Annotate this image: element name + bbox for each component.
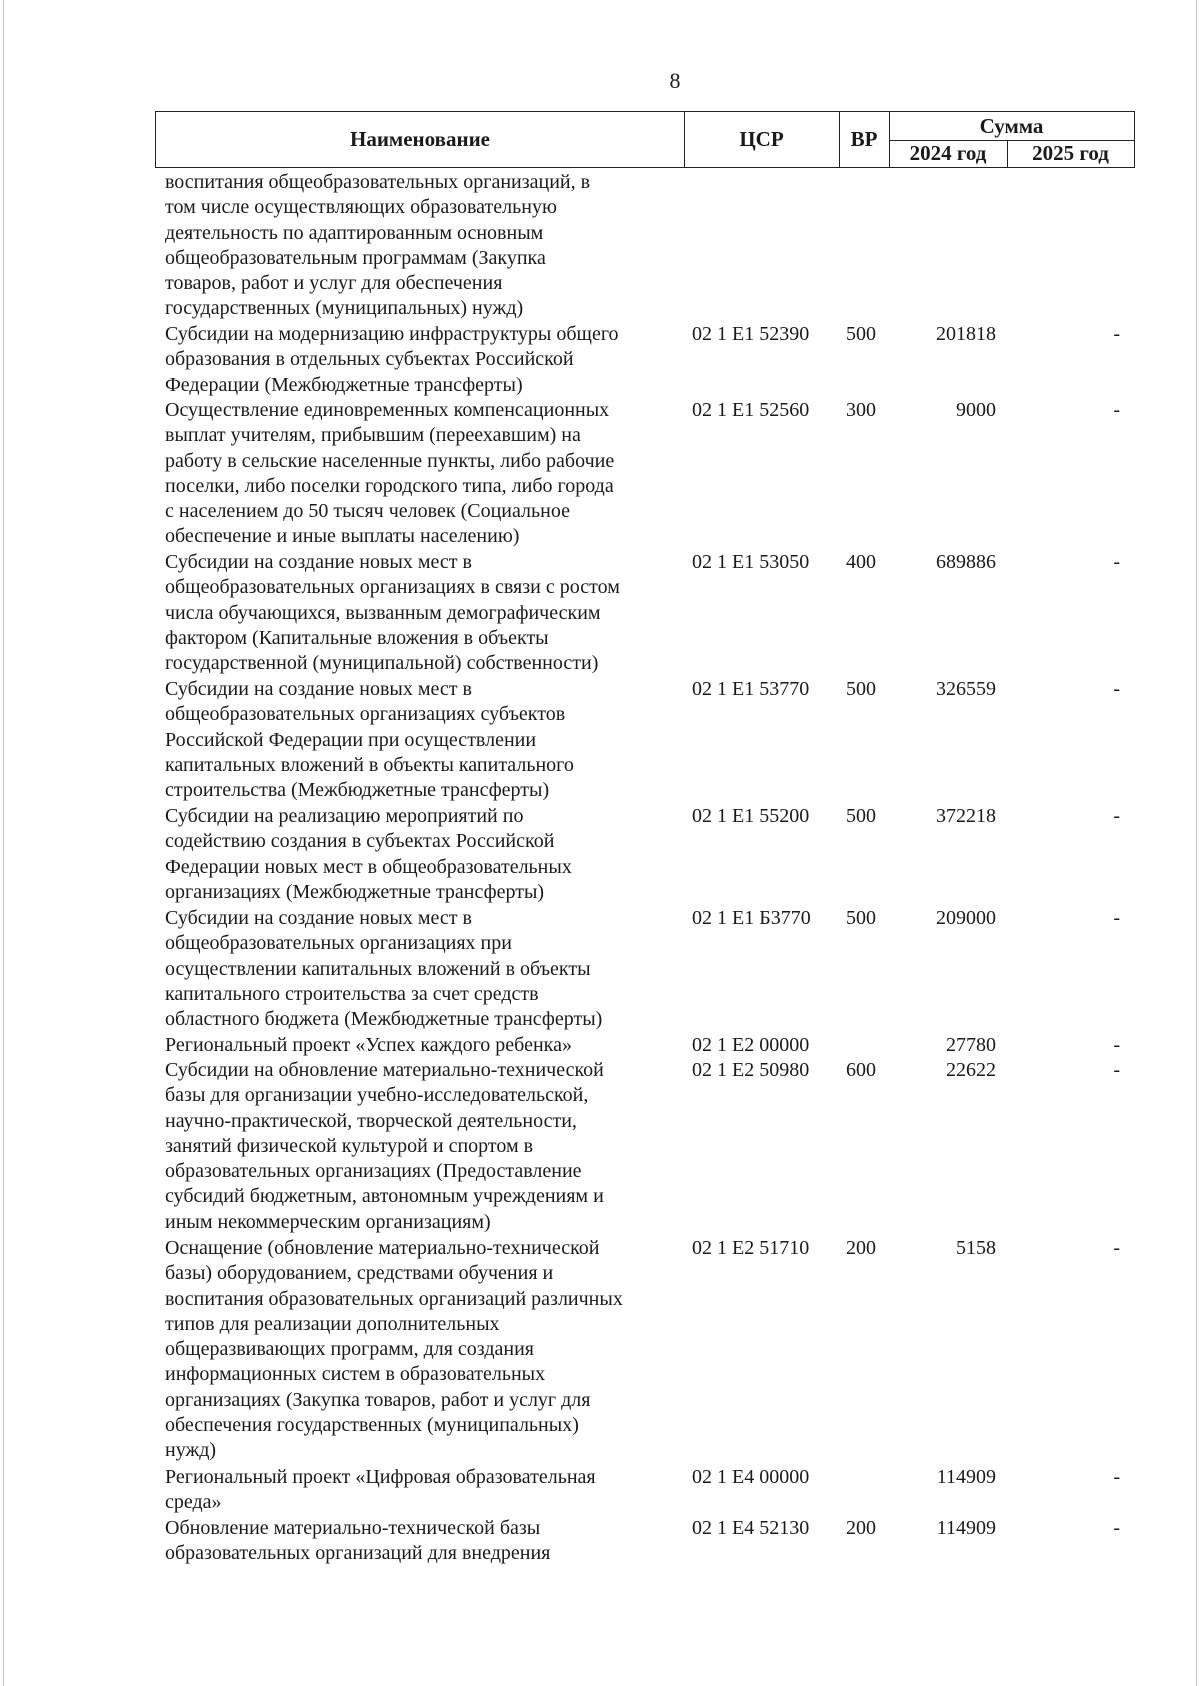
row-2025: -	[1113, 1034, 1120, 1056]
row-2024: 9000	[956, 399, 996, 421]
table-row	[0, 322, 1200, 398]
row-2025: -	[1113, 1466, 1120, 1488]
row-2025: -	[1113, 323, 1120, 345]
row-vr: 400	[846, 551, 876, 573]
row-name: Осуществление единовременных компенсационных выплат учителям, прибывшим (переехавшим) на работу в сельские населенные пункты, либо рабочие поселки, либо поселки городского типа, либо города с населением до 50 тысяч человек (Социальное обеспечение и иные выплаты населению)	[165, 399, 615, 548]
page-number: 8	[669, 68, 681, 93]
header-sum: Сумма	[889, 112, 1134, 141]
row-2025: -	[1113, 1237, 1120, 1259]
table-row	[0, 804, 1200, 906]
row-name: воспитания общеобразовательных организаций, в том числе осуществляющих образовательную деятельность по адаптированным основным общеобразовательным программам (Закупка товаров, работ и услуг для обеспечения государственных (муниципальных) нужд)	[165, 171, 591, 320]
row-csr: 02 1 E1 52560	[692, 399, 810, 421]
table-row	[0, 170, 1200, 322]
row-2025: -	[1113, 1059, 1120, 1081]
table-row	[0, 1465, 1200, 1516]
table-row	[0, 1236, 1200, 1465]
row-vr: 500	[846, 907, 876, 929]
row-name: Субсидии на реализацию мероприятий по содействию создания в субъектах Российской Федерации новых мест в общеобразовательных организациях (Межбюджетные трансферты)	[165, 805, 572, 903]
table-row	[0, 1058, 1200, 1236]
row-vr: 200	[846, 1517, 876, 1539]
row-2025: -	[1113, 399, 1120, 421]
row-name: Обновление материально-технической базы образовательных организаций для внедрения	[165, 1517, 551, 1565]
row-2024: 22622	[946, 1059, 996, 1081]
row-name: Региональный проект «Цифровая образовательная среда»	[165, 1466, 596, 1514]
row-vr: 300	[846, 399, 876, 421]
row-2024: 372218	[936, 805, 996, 827]
row-2024: 209000	[936, 907, 996, 929]
table-row	[0, 550, 1200, 677]
row-2024: 201818	[936, 323, 996, 345]
row-csr: 02 1 E2 50980	[692, 1059, 810, 1081]
header-name: Наименование	[156, 112, 685, 167]
header-year-2024: 2024 год	[889, 140, 1008, 167]
table-row	[0, 677, 1200, 804]
row-vr: 500	[846, 323, 876, 345]
row-2025: -	[1113, 1517, 1120, 1539]
row-2025: -	[1113, 907, 1120, 929]
row-2024: 114909	[936, 1517, 996, 1539]
row-2025: -	[1113, 551, 1120, 573]
row-csr: 02 1 E1 53050	[692, 551, 810, 573]
row-csr: 02 1 E1 53770	[692, 678, 810, 700]
row-vr: 500	[846, 678, 876, 700]
row-2024: 5158	[956, 1237, 996, 1259]
row-vr: 500	[846, 805, 876, 827]
row-csr: 02 1 E4 52130	[692, 1517, 810, 1539]
row-vr: 600	[846, 1059, 876, 1081]
row-csr: 02 1 E1 55200	[692, 805, 810, 827]
row-name: Субсидии на обновление материально-технической базы для организации учебно-исследовательской, научно-практической, творческой деятельности, занятий физической культурой и спортом в образовательных организациях (Предоставление субсидий бюджетным, автономным учреждениям и иным некоммерческим организациям)	[165, 1059, 604, 1233]
row-name: Субсидии на создание новых мест в общеобразовательных организациях субъектов Российской Федерации при осуществлении капитальных вложений в объекты капитального строительства (Межбюджетные трансферты)	[165, 678, 574, 802]
row-csr: 02 1 E1 Б3770	[692, 907, 811, 929]
row-vr: 200	[846, 1237, 876, 1259]
row-2025: -	[1113, 678, 1120, 700]
row-2024: 326559	[936, 678, 996, 700]
table-row	[0, 1033, 1200, 1058]
row-csr: 02 1 E4 00000	[692, 1466, 810, 1488]
table-row	[0, 906, 1200, 1033]
row-name: Субсидии на создание новых мест в общеобразовательных организациях при осуществлении капитальных вложений в объекты капитального строительства за счет средств областного бюджета (Межбюджетные трансферты)	[165, 907, 603, 1031]
header-vr: ВР	[839, 112, 890, 167]
table-row	[0, 398, 1200, 550]
row-2024: 689886	[936, 551, 996, 573]
row-name: Оснащение (обновление материально-технической базы) оборудованием, средствами обучения и воспитания образовательных организаций различных типов для реализации дополнительных общеразвивающих программ, для создания информационных систем в образовательных организациях (Закупка товаров, работ и услуг для обеспечения государственных (муниципальных) нужд)	[165, 1237, 623, 1462]
row-name: Региональный проект «Успех каждого ребенка»	[165, 1034, 572, 1056]
header-csr: ЦСР	[684, 112, 840, 167]
table-header	[155, 111, 1135, 168]
row-csr: 02 1 E2 51710	[692, 1237, 810, 1259]
row-csr: 02 1 E2 00000	[692, 1034, 810, 1056]
row-name: Субсидии на создание новых мест в общеобразовательных организациях в связи с ростом числа обучающихся, вызванным демографическим фактором (Капитальные вложения в объекты государственной (муниципальной) собственности)	[165, 551, 620, 675]
header-year-2025: 2025 год	[1032, 141, 1109, 165]
row-csr: 02 1 E1 52390	[692, 323, 810, 345]
table-body	[0, 170, 1200, 1567]
table-row	[0, 1516, 1200, 1567]
row-2024: 27780	[946, 1034, 996, 1056]
row-2025: -	[1113, 805, 1120, 827]
row-name: Субсидии на модернизацию инфраструктуры общего образования в отдельных субъектах Российской Федерации (Межбюджетные трансферты)	[165, 323, 619, 396]
row-2024: 114909	[936, 1466, 996, 1488]
